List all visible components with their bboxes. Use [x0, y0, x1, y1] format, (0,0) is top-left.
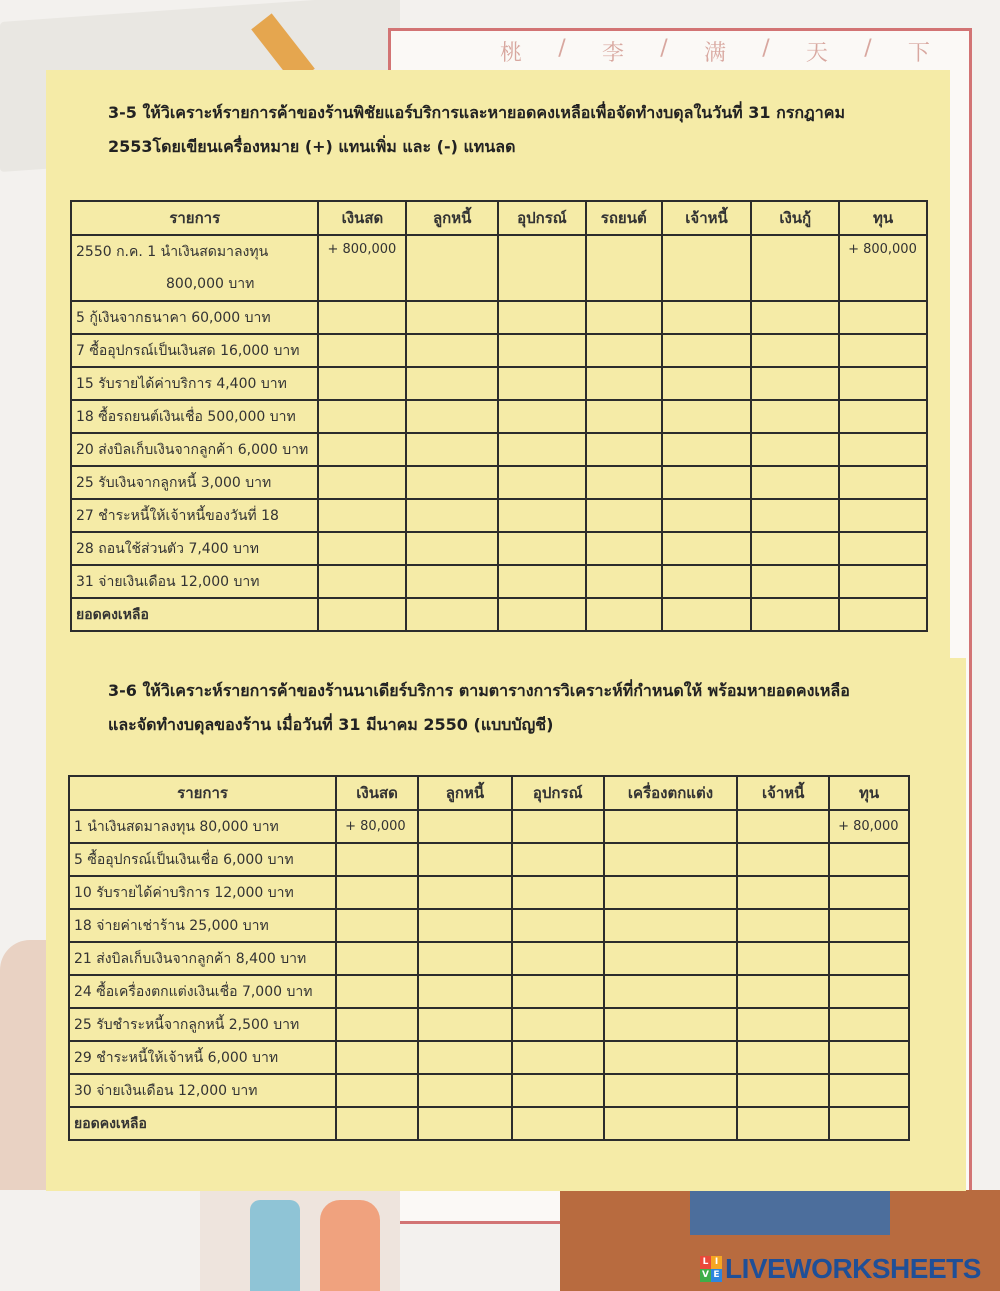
- answer-cell[interactable]: + 800,000: [318, 235, 406, 301]
- description-text: 2550 ก.ค. 1 นำเงินสดมาลงทุน: [76, 244, 269, 260]
- transaction-description: [69, 1107, 336, 1140]
- answer-cell[interactable]: [498, 532, 586, 565]
- answer-cell[interactable]: [586, 466, 662, 499]
- answer-cell[interactable]: [751, 565, 839, 598]
- section2-heading-line1: 3-6 ให้วิเคราะห์รายการค้าของร้านนาเดียร์บริการ ตามตารางการวิเคราะห์ที่กำหนดให้ พร้อมหายอดคงเหลือ: [108, 681, 850, 700]
- description-text: 27 ชำระหนี้ให้เจ้าหนี้ของวันที่ 18: [76, 507, 279, 524]
- column-header: รถยนต์: [586, 201, 662, 235]
- transaction-description: [71, 301, 318, 334]
- description-text: 20 ส่งบิลเก็บเงินจากลูกค้า 6,000 บาท: [76, 441, 309, 458]
- answer-cell[interactable]: [829, 909, 909, 942]
- answer-cell[interactable]: [604, 1074, 738, 1107]
- logo-badge-letter: V: [700, 1269, 711, 1282]
- answer-cell[interactable]: [336, 876, 418, 909]
- column-header: เงินสด: [336, 776, 418, 810]
- table-row: [69, 975, 909, 1008]
- answer-cell[interactable]: [512, 876, 604, 909]
- transaction-description: [69, 942, 336, 975]
- answer-cell[interactable]: [498, 598, 586, 631]
- answer-cell[interactable]: [839, 532, 927, 565]
- answer-cell[interactable]: [829, 1041, 909, 1074]
- transaction-description: [71, 466, 318, 499]
- answer-cell[interactable]: [586, 433, 662, 466]
- answer-cell[interactable]: [751, 301, 839, 334]
- answer-cell[interactable]: [318, 565, 406, 598]
- description-text: 10 รับรายได้ค่าบริการ 12,000 บาท: [74, 884, 294, 901]
- answer-cell[interactable]: [662, 565, 752, 598]
- transaction-description: [69, 975, 336, 1008]
- table-row: [69, 843, 909, 876]
- answer-cell[interactable]: [318, 400, 406, 433]
- answer-cell[interactable]: [406, 235, 498, 301]
- answer-cell[interactable]: [839, 598, 927, 631]
- section2-heading-line2: และจัดทำงบดุลของร้าน เมื่อวันที่ 31 มีนาคม 2550 (แบบบัญชี): [108, 715, 554, 734]
- answer-cell[interactable]: [336, 909, 418, 942]
- answer-cell[interactable]: [839, 334, 927, 367]
- background-girl-dress: [320, 1200, 380, 1291]
- table-row: [69, 942, 909, 975]
- answer-cell[interactable]: [604, 1107, 738, 1140]
- transaction-description: [69, 1074, 336, 1107]
- background-chinese-chars: [500, 36, 930, 67]
- column-header: ทุน: [839, 201, 927, 235]
- answer-cell[interactable]: [662, 466, 752, 499]
- table-row: [69, 810, 909, 843]
- answer-cell[interactable]: [418, 942, 512, 975]
- answer-cell[interactable]: [604, 1041, 738, 1074]
- column-header: ทุน: [829, 776, 909, 810]
- logo-badge-letter: L: [700, 1256, 711, 1269]
- answer-cell[interactable]: [737, 909, 829, 942]
- transaction-description: [71, 235, 318, 301]
- description-text: 18 ซื้อรถยนต์เงินเชื่อ 500,000 บาท: [76, 408, 296, 425]
- transaction-description: [69, 843, 336, 876]
- answer-cell[interactable]: [498, 334, 586, 367]
- description-text: 31 จ่ายเงินเดือน 12,000 บาท: [76, 573, 260, 590]
- answer-cell[interactable]: [318, 334, 406, 367]
- answer-cell[interactable]: [498, 499, 586, 532]
- answer-cell[interactable]: + 80,000: [336, 810, 418, 843]
- answer-cell[interactable]: [829, 876, 909, 909]
- table-row: [71, 334, 927, 367]
- answer-cell[interactable]: + 80,000: [829, 810, 909, 843]
- answer-cell[interactable]: [418, 1041, 512, 1074]
- answer-cell[interactable]: [512, 1041, 604, 1074]
- description-text: 25 รับชำระหนี้จากลูกหนี้ 2,500 บาท: [74, 1016, 300, 1033]
- column-header: รายการ: [69, 776, 336, 810]
- answer-cell[interactable]: [586, 367, 662, 400]
- description-text: ยอดคงเหลือ: [76, 606, 149, 623]
- transaction-description: [71, 598, 318, 631]
- table-row: [71, 301, 927, 334]
- answer-cell[interactable]: [318, 301, 406, 334]
- table-row: [71, 400, 927, 433]
- answer-cell[interactable]: [336, 1074, 418, 1107]
- answer-cell[interactable]: [512, 1107, 604, 1140]
- answer-cell[interactable]: [829, 1107, 909, 1140]
- answer-cell[interactable]: [586, 301, 662, 334]
- answer-cell[interactable]: [662, 334, 752, 367]
- column-header: เงินกู้: [751, 201, 839, 235]
- table-row: [69, 1074, 909, 1107]
- answer-cell[interactable]: [512, 810, 604, 843]
- answer-cell[interactable]: [406, 499, 498, 532]
- transaction-description: [69, 810, 336, 843]
- answer-cell[interactable]: [318, 466, 406, 499]
- liveworksheets-logo: [700, 1254, 981, 1284]
- answer-cell[interactable]: [839, 499, 927, 532]
- answer-cell[interactable]: [662, 499, 752, 532]
- answer-cell[interactable]: [406, 400, 498, 433]
- transaction-description: [71, 565, 318, 598]
- answer-cell[interactable]: [512, 1074, 604, 1107]
- answer-cell[interactable]: [751, 466, 839, 499]
- description-text: 1 นำเงินสดมาลงทุน 80,000 บาท: [74, 818, 279, 835]
- column-header: เงินสด: [318, 201, 406, 235]
- answer-cell[interactable]: [737, 1041, 829, 1074]
- worksheet-panel-3-5: [46, 70, 950, 658]
- answer-cell[interactable]: [512, 975, 604, 1008]
- answer-cell[interactable]: [586, 598, 662, 631]
- answer-cell[interactable]: [751, 235, 839, 301]
- answer-cell[interactable]: [751, 532, 839, 565]
- answer-cell[interactable]: [839, 466, 927, 499]
- answer-cell[interactable]: [662, 532, 752, 565]
- column-header: รายการ: [71, 201, 318, 235]
- answer-cell[interactable]: [737, 942, 829, 975]
- column-header: ลูกหนี้: [418, 776, 512, 810]
- answer-cell[interactable]: [498, 301, 586, 334]
- background-desk-book: [690, 1190, 890, 1235]
- bg-char: /: [660, 36, 668, 61]
- answer-cell[interactable]: [737, 810, 829, 843]
- description-text: 30 จ่ายเงินเดือน 12,000 บาท: [74, 1082, 258, 1099]
- answer-cell[interactable]: [839, 433, 927, 466]
- answer-cell[interactable]: [751, 367, 839, 400]
- answer-cell[interactable]: [418, 810, 512, 843]
- answer-cell[interactable]: [839, 367, 927, 400]
- answer-cell[interactable]: [336, 843, 418, 876]
- answer-cell[interactable]: [406, 367, 498, 400]
- answer-cell[interactable]: [418, 1107, 512, 1140]
- answer-cell[interactable]: [604, 1008, 738, 1041]
- answer-cell[interactable]: [829, 1008, 909, 1041]
- description-text: 18 จ่ายค่าเช่าร้าน 25,000 บาท: [74, 917, 269, 934]
- column-header: เจ้าหนี้: [662, 201, 752, 235]
- answer-cell[interactable]: [662, 433, 752, 466]
- column-header: เจ้าหนี้: [737, 776, 829, 810]
- answer-cell[interactable]: [751, 334, 839, 367]
- table-row: [71, 532, 927, 565]
- table-row: [69, 876, 909, 909]
- logo-badge-letter: I: [711, 1256, 722, 1269]
- answer-cell[interactable]: [829, 942, 909, 975]
- answer-cell[interactable]: [498, 235, 586, 301]
- answer-cell[interactable]: [406, 334, 498, 367]
- answer-cell[interactable]: [498, 565, 586, 598]
- table-row: [71, 466, 927, 499]
- description-text: 28 ถอนใช้ส่วนตัว 7,400 บาท: [76, 540, 259, 557]
- bg-char: 李: [601, 41, 624, 66]
- answer-cell[interactable]: [586, 532, 662, 565]
- answer-cell[interactable]: [829, 843, 909, 876]
- column-header: เครื่องตกแต่ง: [604, 776, 738, 810]
- answer-cell[interactable]: [662, 235, 752, 301]
- answer-cell[interactable]: [737, 1008, 829, 1041]
- description-text: 5 กู้เงินจากธนาคา 60,000 บาท: [76, 309, 271, 326]
- transaction-description: [71, 334, 318, 367]
- table-row: [69, 1041, 909, 1074]
- answer-cell[interactable]: [418, 975, 512, 1008]
- bg-char: /: [558, 36, 566, 61]
- analysis-table-3-6: [68, 775, 910, 1141]
- table-row: [71, 565, 927, 598]
- transaction-description: [69, 1008, 336, 1041]
- description-text: 15 รับรายได้ค่าบริการ 4,400 บาท: [76, 375, 287, 392]
- logo-text: LIVEWORKSHEETS: [725, 1253, 981, 1284]
- answer-cell[interactable]: [586, 334, 662, 367]
- answer-cell[interactable]: [336, 1107, 418, 1140]
- answer-cell[interactable]: [737, 1107, 829, 1140]
- answer-cell[interactable]: [512, 909, 604, 942]
- transaction-description: [71, 499, 318, 532]
- answer-cell[interactable]: [406, 565, 498, 598]
- answer-cell[interactable]: [751, 499, 839, 532]
- bg-char: 下: [907, 41, 930, 66]
- answer-cell[interactable]: [418, 843, 512, 876]
- answer-cell[interactable]: [604, 975, 738, 1008]
- answer-cell[interactable]: [318, 499, 406, 532]
- description-text: 24 ซื้อเครื่องตกแต่งเงินเชื่อ 7,000 บาท: [74, 983, 313, 1000]
- answer-cell[interactable]: [586, 235, 662, 301]
- section1-heading-line2: 2553โดยเขียนเครื่องหมาย (+) แทนเพิ่ม และ (-) แทนลด: [108, 137, 516, 156]
- answer-cell[interactable]: [406, 301, 498, 334]
- answer-cell[interactable]: [829, 1074, 909, 1107]
- answer-cell[interactable]: [512, 1008, 604, 1041]
- transaction-description: [71, 367, 318, 400]
- answer-cell[interactable]: [318, 532, 406, 565]
- live-badge-icon: [700, 1256, 722, 1282]
- section1-heading-line1: 3-5 ให้วิเคราะห์รายการค้าของร้านพิชัยแอร์บริการและหายอดคงเหลือเพื่อจัดทำงบดุลในวันที่ 31 กรกฎาคม: [108, 103, 846, 122]
- answer-cell[interactable]: [737, 1074, 829, 1107]
- table-row: [69, 1008, 909, 1041]
- table-row: [71, 235, 927, 301]
- answer-cell[interactable]: [829, 975, 909, 1008]
- table-row: [71, 433, 927, 466]
- table-row: [71, 367, 927, 400]
- bg-char: 桃: [500, 41, 523, 66]
- description-text: 5 ซื้ออุปกรณ์เป็นเงินเชื่อ 6,000 บาท: [74, 851, 294, 868]
- answer-cell[interactable]: [839, 400, 927, 433]
- answer-cell[interactable]: [318, 367, 406, 400]
- answer-cell[interactable]: [662, 400, 752, 433]
- description-text: 29 ชำระหนี้ให้เจ้าหนี้ 6,000 บาท: [74, 1049, 279, 1066]
- bg-char: /: [762, 36, 770, 61]
- answer-cell[interactable]: [604, 942, 738, 975]
- answer-cell[interactable]: [336, 975, 418, 1008]
- answer-cell[interactable]: [406, 466, 498, 499]
- table-header-row: [71, 201, 927, 235]
- column-header: อุปกรณ์: [512, 776, 604, 810]
- answer-cell[interactable]: [586, 565, 662, 598]
- transaction-description: [69, 1041, 336, 1074]
- analysis-table-3-5: [70, 200, 928, 632]
- answer-cell[interactable]: [662, 367, 752, 400]
- description-text-line2: 800,000 บาท: [166, 276, 255, 292]
- answer-cell[interactable]: [418, 876, 512, 909]
- answer-cell[interactable]: [512, 942, 604, 975]
- answer-cell[interactable]: [737, 975, 829, 1008]
- transaction-description: [71, 532, 318, 565]
- answer-cell[interactable]: + 800,000: [839, 235, 927, 301]
- bg-char: /: [864, 36, 872, 61]
- answer-cell[interactable]: [498, 433, 586, 466]
- table-row: [71, 499, 927, 532]
- answer-cell[interactable]: [604, 810, 738, 843]
- answer-cell[interactable]: [662, 598, 752, 631]
- table-row: [69, 909, 909, 942]
- background-boy-shirt: [250, 1200, 300, 1291]
- answer-cell[interactable]: [662, 301, 752, 334]
- bg-char: 天: [805, 41, 828, 66]
- answer-cell[interactable]: [336, 1008, 418, 1041]
- answer-cell[interactable]: [839, 301, 927, 334]
- description-text: ยอดคงเหลือ: [74, 1115, 147, 1132]
- description-text: 7 ซื้ออุปกรณ์เป็นเงินสด 16,000 บาท: [76, 342, 300, 359]
- answer-cell[interactable]: [512, 843, 604, 876]
- answer-cell[interactable]: [498, 367, 586, 400]
- answer-cell[interactable]: [406, 532, 498, 565]
- total-row: [71, 598, 927, 631]
- answer-cell[interactable]: [737, 843, 829, 876]
- answer-cell[interactable]: [498, 400, 586, 433]
- answer-cell[interactable]: [418, 1074, 512, 1107]
- answer-cell[interactable]: [604, 876, 738, 909]
- answer-cell[interactable]: [751, 598, 839, 631]
- answer-cell[interactable]: [586, 400, 662, 433]
- answer-cell[interactable]: [318, 433, 406, 466]
- answer-cell[interactable]: [751, 400, 839, 433]
- logo-badge-letter: E: [711, 1269, 722, 1282]
- bg-char: 满: [703, 41, 726, 66]
- answer-cell[interactable]: [406, 598, 498, 631]
- answer-cell[interactable]: [737, 876, 829, 909]
- description-text: 25 รับเงินจากลูกหนี้ 3,000 บาท: [76, 474, 272, 491]
- answer-cell[interactable]: [604, 909, 738, 942]
- total-row: [69, 1107, 909, 1140]
- answer-cell[interactable]: [336, 1041, 418, 1074]
- answer-cell[interactable]: [839, 565, 927, 598]
- answer-cell[interactable]: [336, 942, 418, 975]
- description-text: 21 ส่งบิลเก็บเงินจากลูกค้า 8,400 บาท: [74, 950, 307, 967]
- transaction-description: [69, 909, 336, 942]
- answer-cell[interactable]: [586, 499, 662, 532]
- transaction-description: [71, 433, 318, 466]
- answer-cell[interactable]: [751, 433, 839, 466]
- answer-cell[interactable]: [418, 1008, 512, 1041]
- answer-cell[interactable]: [498, 466, 586, 499]
- transaction-description: [69, 876, 336, 909]
- answer-cell[interactable]: [318, 598, 406, 631]
- answer-cell[interactable]: [406, 433, 498, 466]
- table-header-row: [69, 776, 909, 810]
- answer-cell[interactable]: [418, 909, 512, 942]
- transaction-description: [71, 400, 318, 433]
- answer-cell[interactable]: [604, 843, 738, 876]
- column-header: ลูกหนี้: [406, 201, 498, 235]
- column-header: อุปกรณ์: [498, 201, 586, 235]
- worksheet-panel-3-6: [46, 658, 966, 1191]
